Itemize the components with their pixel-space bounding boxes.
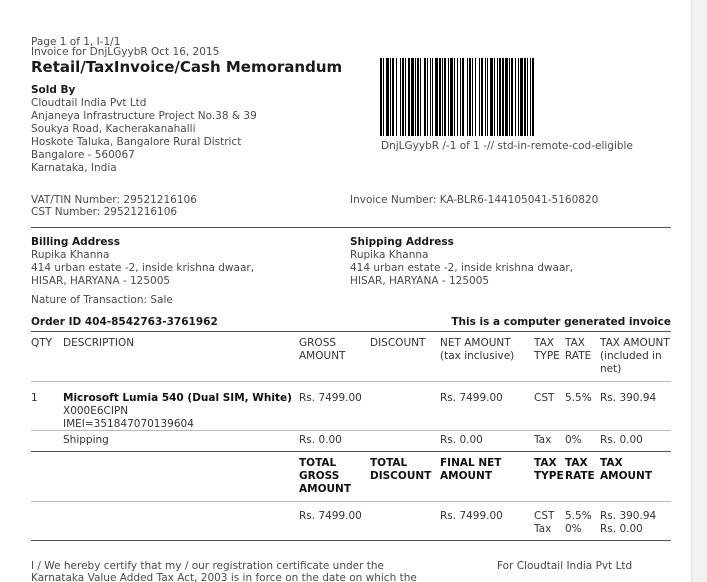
- header-line: AMOUNT: [299, 483, 351, 495]
- header-line: GROSS: [299, 337, 337, 349]
- sold-by-block: [31, 84, 257, 175]
- shipping-tax-type: Tax: [534, 434, 552, 446]
- col-header-tax-amount: [600, 337, 670, 376]
- header-line: TYPE: [534, 470, 564, 482]
- header-line: TAX: [534, 457, 557, 469]
- certification-line: I / We hereby certify that my / our registration certificate under the: [31, 560, 385, 572]
- shipping-label: Shipping Address: [350, 236, 454, 248]
- nature-of-transaction: Nature of Transaction: Sale: [31, 294, 173, 306]
- sold-by-label: Sold By: [31, 84, 76, 96]
- shipping-address: [350, 236, 573, 288]
- cst-number: CST Number: 29521216106: [31, 206, 178, 218]
- item-tax-amount: Rs. 390.94: [600, 392, 657, 404]
- sold-by-line: Soukya Road, Kacherakanahalli: [31, 123, 196, 135]
- shipping-line: Rupika Khanna: [350, 249, 429, 261]
- totals-header-net: [440, 457, 501, 483]
- header-line: RATE: [565, 350, 592, 362]
- total-gross: Rs. 7499.00: [299, 510, 362, 522]
- item-gross: Rs. 7499.00: [299, 392, 362, 404]
- header-line: TAX: [565, 337, 585, 349]
- sold-by-line: Cloudtail India Pvt Ltd: [31, 97, 147, 109]
- item-tax-type: CST: [534, 392, 555, 404]
- header-line: AMOUNT: [600, 470, 652, 482]
- certification-line: Karnataka Value Added Tax Act, 2003 is in force on the date on which the: [31, 572, 417, 582]
- computer-generated-note: This is a computer generated invoice: [451, 316, 671, 328]
- invoice-number: Invoice Number: KA-BLR6-144105041-5160820: [350, 194, 599, 206]
- col-header-discount: DISCOUNT: [370, 337, 426, 349]
- divider: [31, 331, 671, 332]
- total-tax-rate: [565, 510, 592, 536]
- invoice-for-line: Invoice for DnjLGyybR Oct 16, 2015: [31, 46, 220, 58]
- tax-amount-line: Rs. 0.00: [600, 523, 643, 535]
- total-tax-type: [534, 510, 554, 536]
- total-tax-amount: [600, 510, 656, 536]
- sold-by-line: Hoskote Taluka, Bangalore Rural District: [31, 136, 242, 148]
- page-number: Page 1 of 1, I-1/1: [31, 36, 121, 48]
- billing-line: HISAR, HARYANA - 125005: [31, 275, 171, 287]
- header-line: TAX AMOUNT: [600, 337, 670, 349]
- divider: [31, 451, 671, 452]
- header-line: AMOUNT: [299, 350, 346, 362]
- sold-by-line: Karnataka, India: [31, 162, 117, 174]
- tax-type-line: CST: [534, 510, 555, 522]
- divider: [31, 501, 671, 502]
- header-line: RATE: [565, 470, 595, 482]
- divider: [31, 381, 671, 382]
- tax-amount-line: Rs. 390.94: [600, 510, 657, 522]
- total-net: Rs. 7499.00: [440, 510, 503, 522]
- document-title: Retail/TaxInvoice/Cash Memorandum: [31, 58, 343, 76]
- item-qty: 1: [31, 392, 38, 404]
- item-tax-rate: 5.5%: [565, 392, 592, 404]
- shipping-gross: Rs. 0.00: [299, 434, 342, 446]
- header-line: GROSS: [299, 470, 340, 482]
- header-line: net): [600, 363, 622, 375]
- tax-type-line: Tax: [534, 523, 552, 535]
- order-id: Order ID 404-8542763-3761962: [31, 316, 218, 328]
- header-line: NET AMOUNT: [440, 337, 511, 349]
- col-header-net: [440, 337, 514, 363]
- barcode-caption: DnjLGyybR /-1 of 1 -// std-in-remote-cod-eligible: [381, 140, 633, 152]
- col-header-gross: [299, 337, 345, 363]
- shipping-net: Rs. 0.00: [440, 434, 483, 446]
- vertical-scrollbar[interactable]: [691, 0, 707, 582]
- header-line: AMOUNT: [440, 470, 492, 482]
- item-name: Microsoft Lumia 540 (Dual SIM, White): [63, 392, 292, 404]
- col-header-qty: QTY: [31, 337, 53, 349]
- item-description: [63, 392, 292, 431]
- header-line: TOTAL: [299, 457, 337, 469]
- barcode-image: [378, 58, 628, 138]
- totals-header-gross: [299, 457, 351, 496]
- shipping-line: HISAR, HARYANA - 125005: [350, 275, 490, 287]
- item-sku: X000E6CIPN: [63, 405, 129, 417]
- billing-line: Rupika Khanna: [31, 249, 110, 261]
- item-net: Rs. 7499.00: [440, 392, 503, 404]
- billing-line: 414 urban estate -2, inside krishna dwaar,: [31, 262, 255, 274]
- header-line: TAX: [565, 457, 588, 469]
- totals-header-discount: [370, 457, 431, 483]
- header-line: (tax inclusive): [440, 350, 515, 362]
- header-line: FINAL NET: [440, 457, 502, 469]
- col-header-description: DESCRIPTION: [63, 337, 135, 349]
- shipping-tax-rate: 0%: [565, 434, 582, 446]
- billing-label: Billing Address: [31, 236, 121, 248]
- for-company: For Cloudtail India Pvt Ltd: [497, 560, 633, 572]
- vat-tin-number: VAT/TIN Number: 29521216106: [31, 194, 197, 206]
- shipping-line: 414 urban estate -2, inside krishna dwaar,: [350, 262, 574, 274]
- totals-header-tax-rate: [565, 457, 595, 483]
- header-line: TAX: [600, 457, 623, 469]
- item-imei: IMEI=351847070139604: [63, 418, 194, 430]
- billing-address: [31, 236, 254, 288]
- header-line: TYPE: [534, 350, 560, 362]
- totals-header-tax-amount: [600, 457, 652, 483]
- header-line: TAX: [534, 337, 554, 349]
- tax-rate-line: 5.5%: [565, 510, 592, 522]
- header-line: TOTAL: [370, 457, 408, 469]
- header-line: (included in: [600, 350, 662, 362]
- sold-by-line: Bangalore - 560067: [31, 149, 135, 161]
- header-line: DISCOUNT: [370, 470, 432, 482]
- shipping-tax-amount: Rs. 0.00: [600, 434, 643, 446]
- divider: [31, 430, 671, 431]
- shipping-description: Shipping: [63, 434, 109, 446]
- divider: [31, 227, 671, 228]
- divider: [31, 540, 671, 541]
- col-header-tax-rate: [565, 337, 591, 363]
- tax-rate-line: 0%: [565, 523, 582, 535]
- totals-header-tax-type: [534, 457, 564, 483]
- sold-by-line: Anjaneya Infrastructure Project No.38 & 39: [31, 110, 257, 122]
- col-header-tax-type: [534, 337, 560, 363]
